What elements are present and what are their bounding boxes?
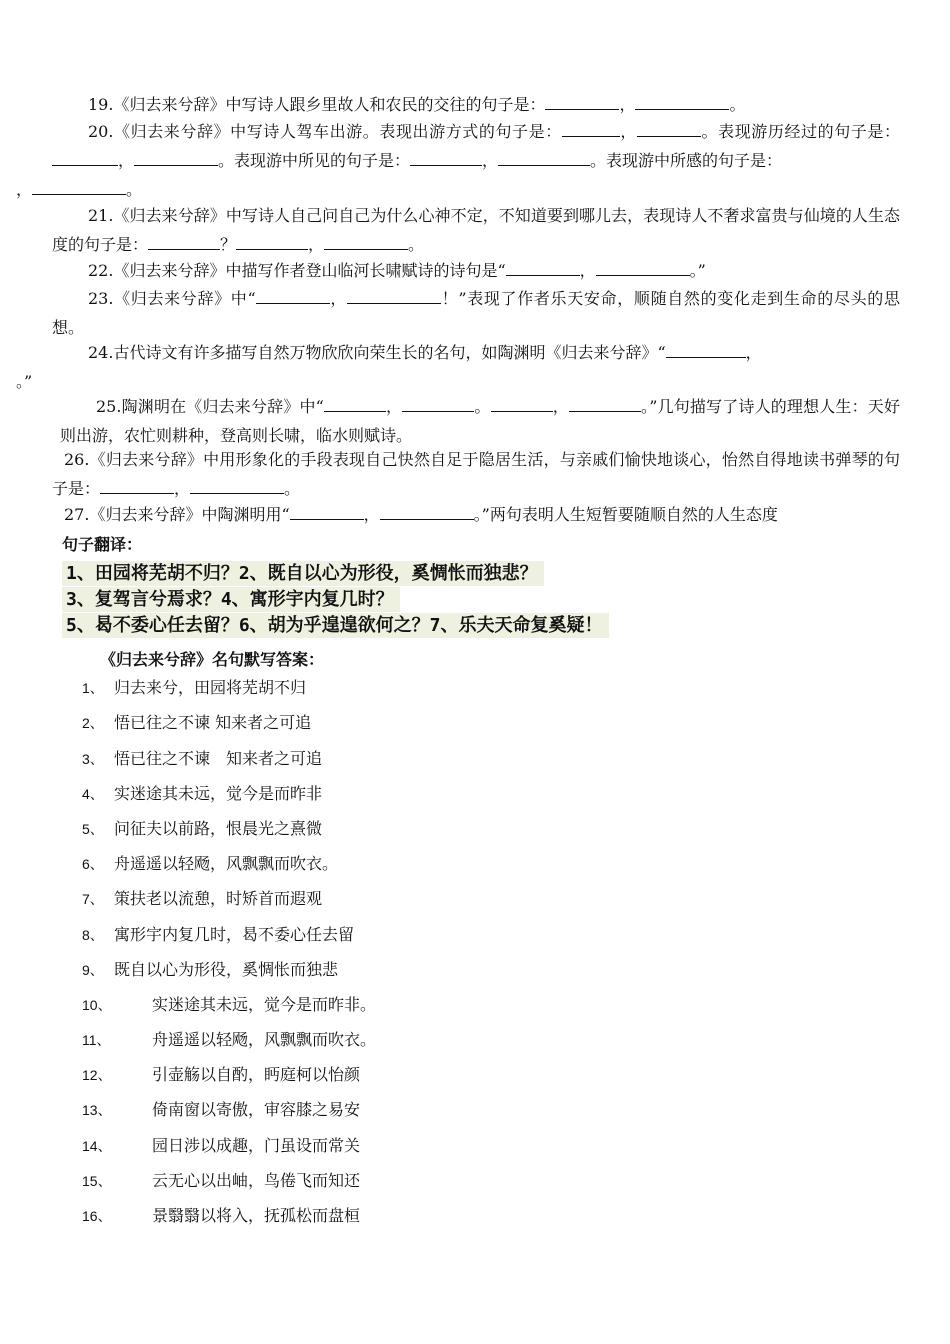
answer-blank[interactable] xyxy=(190,476,284,494)
question-21: 21.《归去来兮辞》中写诗人自己问自己为什么心神不定，不知道要到哪儿去，表现诗人不奢求富贵与仙境的人生态度的句子是： ？ ， 。 xyxy=(52,206,900,254)
answer-text: 云无心以出岫，鸟倦飞而知还 xyxy=(152,1171,361,1190)
question-27: 27.《归去来兮辞》中陶渊明用“ ， 。”两句表明人生短暂要随顺自然的人生态度 xyxy=(52,500,900,529)
question-26: 26.《归去来兮辞》中用形象化的手段表现自己快然自足于隐居生活，与亲戚们愉快地谈心，怡然自得地读书弹琴的句子是： ， 。 xyxy=(52,450,900,498)
answer-blank[interactable] xyxy=(635,92,729,110)
answer-number: 1、 xyxy=(82,680,104,696)
question-19-text: 19.《归去来兮辞》中写诗人跟乡里故人和农民的交往的句子是： xyxy=(88,95,546,114)
answer-item xyxy=(82,1135,360,1157)
answer-blank[interactable] xyxy=(410,148,482,166)
answer-item xyxy=(82,1064,360,1086)
question-22-text: 22.《归去来兮辞》中描写作者登山临河长啸赋诗的诗句是“ xyxy=(88,261,506,280)
question-25-text-b: 。”几句描写了诗人的理想人生：天好则出游，农忙则耕种，登高则长啸，临水则赋诗。 xyxy=(60,397,900,445)
answer-item xyxy=(82,783,322,805)
answer-blank[interactable] xyxy=(637,119,701,137)
answer-text: 既自以心为形役，奚惆怅而独悲 xyxy=(114,960,339,979)
answer-blank[interactable] xyxy=(236,232,308,250)
question-25-text-a: 25.陶渊明在《归去来兮辞》中“ xyxy=(96,397,324,416)
answer-blank[interactable] xyxy=(52,148,118,166)
answer-text: 景翳翳以将入，抚孤松而盘桓 xyxy=(152,1206,361,1225)
answer-number: 9、 xyxy=(82,962,104,978)
answer-blank[interactable] xyxy=(666,340,746,358)
answer-blank[interactable] xyxy=(324,232,408,250)
question-23-text-a: 23.《归去来兮辞》中“ xyxy=(88,289,256,308)
answer-number: 4、 xyxy=(82,786,104,802)
question-23: 23.《归去来兮辞》中“ ， ！”表现了作者乐天安命，顺随自然的变化走到生命的尽头的思想。 xyxy=(52,284,900,342)
question-19: 19.《归去来兮辞》中写诗人跟乡里故人和农民的交往的句子是： ， 。 xyxy=(52,90,900,119)
question-20-text-d: 。表现游中所感的句子是： xyxy=(590,151,783,170)
answer-blank[interactable] xyxy=(290,502,364,520)
answer-blank[interactable] xyxy=(569,394,641,412)
answer-blank[interactable] xyxy=(134,148,218,166)
question-24: 24.古代诗文有许多描写自然万物欣欣向荣生长的名句，如陶渊明《归去来兮辞》“ ， 。” xyxy=(52,338,900,396)
answer-text: 园日涉以成趣，门虽设而常关 xyxy=(152,1136,361,1155)
question-20: 20.《归去来兮辞》中写诗人驾车出游。表现出游方式的句子是： ， 。表现游历经过的句子是：， 。表现游中所见的句子是： ， 。表现游中所感的句子是： ， 。 xyxy=(52,117,900,204)
question-22: 22.《归去来兮辞》中描写作者登山临河长啸赋诗的诗句是“ ， 。” xyxy=(52,256,900,285)
answer-item xyxy=(82,1029,376,1051)
answer-item xyxy=(82,1170,360,1192)
answer-number: 11、 xyxy=(82,1032,111,1048)
answer-text: 归去来兮，田园将芜胡不归 xyxy=(114,678,307,697)
answer-text: 实迷途其未远，觉今是而昨非 xyxy=(114,784,323,803)
translation-line-2: 3、复驾言兮焉求？4、寓形宇内复几时？ xyxy=(62,587,400,612)
answers-title: 《归去来兮辞》名句默写答案： xyxy=(100,650,325,669)
answer-item xyxy=(82,853,338,875)
answer-number: 7、 xyxy=(82,891,104,907)
answer-item xyxy=(82,994,376,1016)
answer-text: 寓形宇内复几时，曷不委心任去留 xyxy=(114,925,355,944)
answer-number: 12、 xyxy=(82,1067,112,1083)
translation-line-3: 5、曷不委心任去留？6、胡为乎遑遑欲何之？7、乐夫天命复奚疑！ xyxy=(62,613,609,638)
answer-item xyxy=(82,677,306,699)
answer-text: 舟遥遥以轻飏，风飘飘而吹衣。 xyxy=(152,1030,377,1049)
question-23-text-b: ！”表现了作者乐天安命，顺随自然的变化走到生命的尽头的思想。 xyxy=(52,289,900,337)
answer-number: 6、 xyxy=(82,856,104,872)
question-24-text: 24.古代诗文有许多描写自然万物欣欣向荣生长的名句，如陶渊明《归去来兮辞》“ xyxy=(88,343,666,362)
question-21-text: 21.《归去来兮辞》中写诗人自己问自己为什么心神不定，不知道要到哪儿去，表现诗人不奢求富贵与仙境的人生态度的句子是： xyxy=(52,206,900,254)
answer-item xyxy=(82,1205,360,1227)
answer-number: 13、 xyxy=(82,1102,112,1118)
answer-number: 2、 xyxy=(82,715,104,731)
answer-item xyxy=(82,1099,360,1121)
answer-blank[interactable] xyxy=(32,177,126,195)
answer-blank[interactable] xyxy=(100,476,174,494)
answer-number: 8、 xyxy=(82,927,104,943)
answer-item xyxy=(82,748,322,770)
answer-number: 15、 xyxy=(82,1173,112,1189)
question-20-text-b: 。表现游历经过的句子是： xyxy=(700,122,900,141)
answer-text: 问征夫以前路，恨晨光之熹微 xyxy=(114,819,323,838)
question-27-text-a: 27.《归去来兮辞》中陶渊明用“ xyxy=(64,505,290,524)
answer-number: 10、 xyxy=(82,997,112,1013)
answer-text: 悟已往之不谏 知来者之可追 xyxy=(114,749,323,768)
answer-text: 倚南窗以寄傲，审容膝之易安 xyxy=(152,1100,361,1119)
answer-number: 5、 xyxy=(82,821,104,837)
answer-blank[interactable] xyxy=(596,258,690,276)
answer-blank[interactable] xyxy=(347,286,441,304)
answer-blank[interactable] xyxy=(498,148,590,166)
answer-blank[interactable] xyxy=(545,92,619,110)
answer-text: 策扶老以流憩，时矫首而遐观 xyxy=(114,889,323,908)
answer-number: 14、 xyxy=(82,1138,112,1154)
question-27-text-b: 。”两句表明人生短暂要随顺自然的人生态度 xyxy=(473,505,778,524)
answer-item xyxy=(82,712,311,734)
answer-blank[interactable] xyxy=(324,394,386,412)
answer-blank[interactable] xyxy=(562,119,620,137)
answer-item xyxy=(82,818,322,840)
answer-text: 悟已往之不谏 知来者之可追 xyxy=(114,713,312,732)
question-20-text-c: 。表现游中所见的句子是： xyxy=(218,151,411,170)
answer-blank[interactable] xyxy=(506,258,580,276)
answer-blank[interactable] xyxy=(148,232,220,250)
answer-text: 舟遥遥以轻飏，风飘飘而吹衣。 xyxy=(114,854,339,873)
answer-blank[interactable] xyxy=(402,394,474,412)
answer-blank[interactable] xyxy=(491,394,553,412)
answer-item xyxy=(82,888,322,910)
question-20-text-a: 20.《归去来兮辞》中写诗人驾车出游。表现出游方式的句子是： xyxy=(88,122,562,141)
answer-text: 实迷途其未远，觉今是而昨非。 xyxy=(152,995,377,1014)
question-26-text: 26.《归去来兮辞》中用形象化的手段表现自己快然自足于隐居生活，与亲戚们愉快地谈心，怡然自得地读书弹琴的句子是： xyxy=(52,450,900,498)
answer-number: 3、 xyxy=(82,751,104,767)
answer-item xyxy=(82,959,338,981)
question-25: 25.陶渊明在《归去来兮辞》中“ ， 。 ， 。”几句描写了诗人的理想人生：天好则出游，农忙则耕种，登高则长啸，临水则赋诗。 xyxy=(60,392,900,450)
translation-heading: 句子翻译： xyxy=(62,535,143,554)
answer-text: 引壶觞以自酌，眄庭柯以怡颜 xyxy=(152,1065,361,1084)
answer-number: 16、 xyxy=(82,1208,112,1224)
answer-blank[interactable] xyxy=(256,286,330,304)
answer-item xyxy=(82,924,354,946)
translation-line-1: 1、田园将芜胡不归？2、既自以心为形役，奚惆怅而独悲？ xyxy=(62,561,544,586)
answer-blank[interactable] xyxy=(380,502,474,520)
